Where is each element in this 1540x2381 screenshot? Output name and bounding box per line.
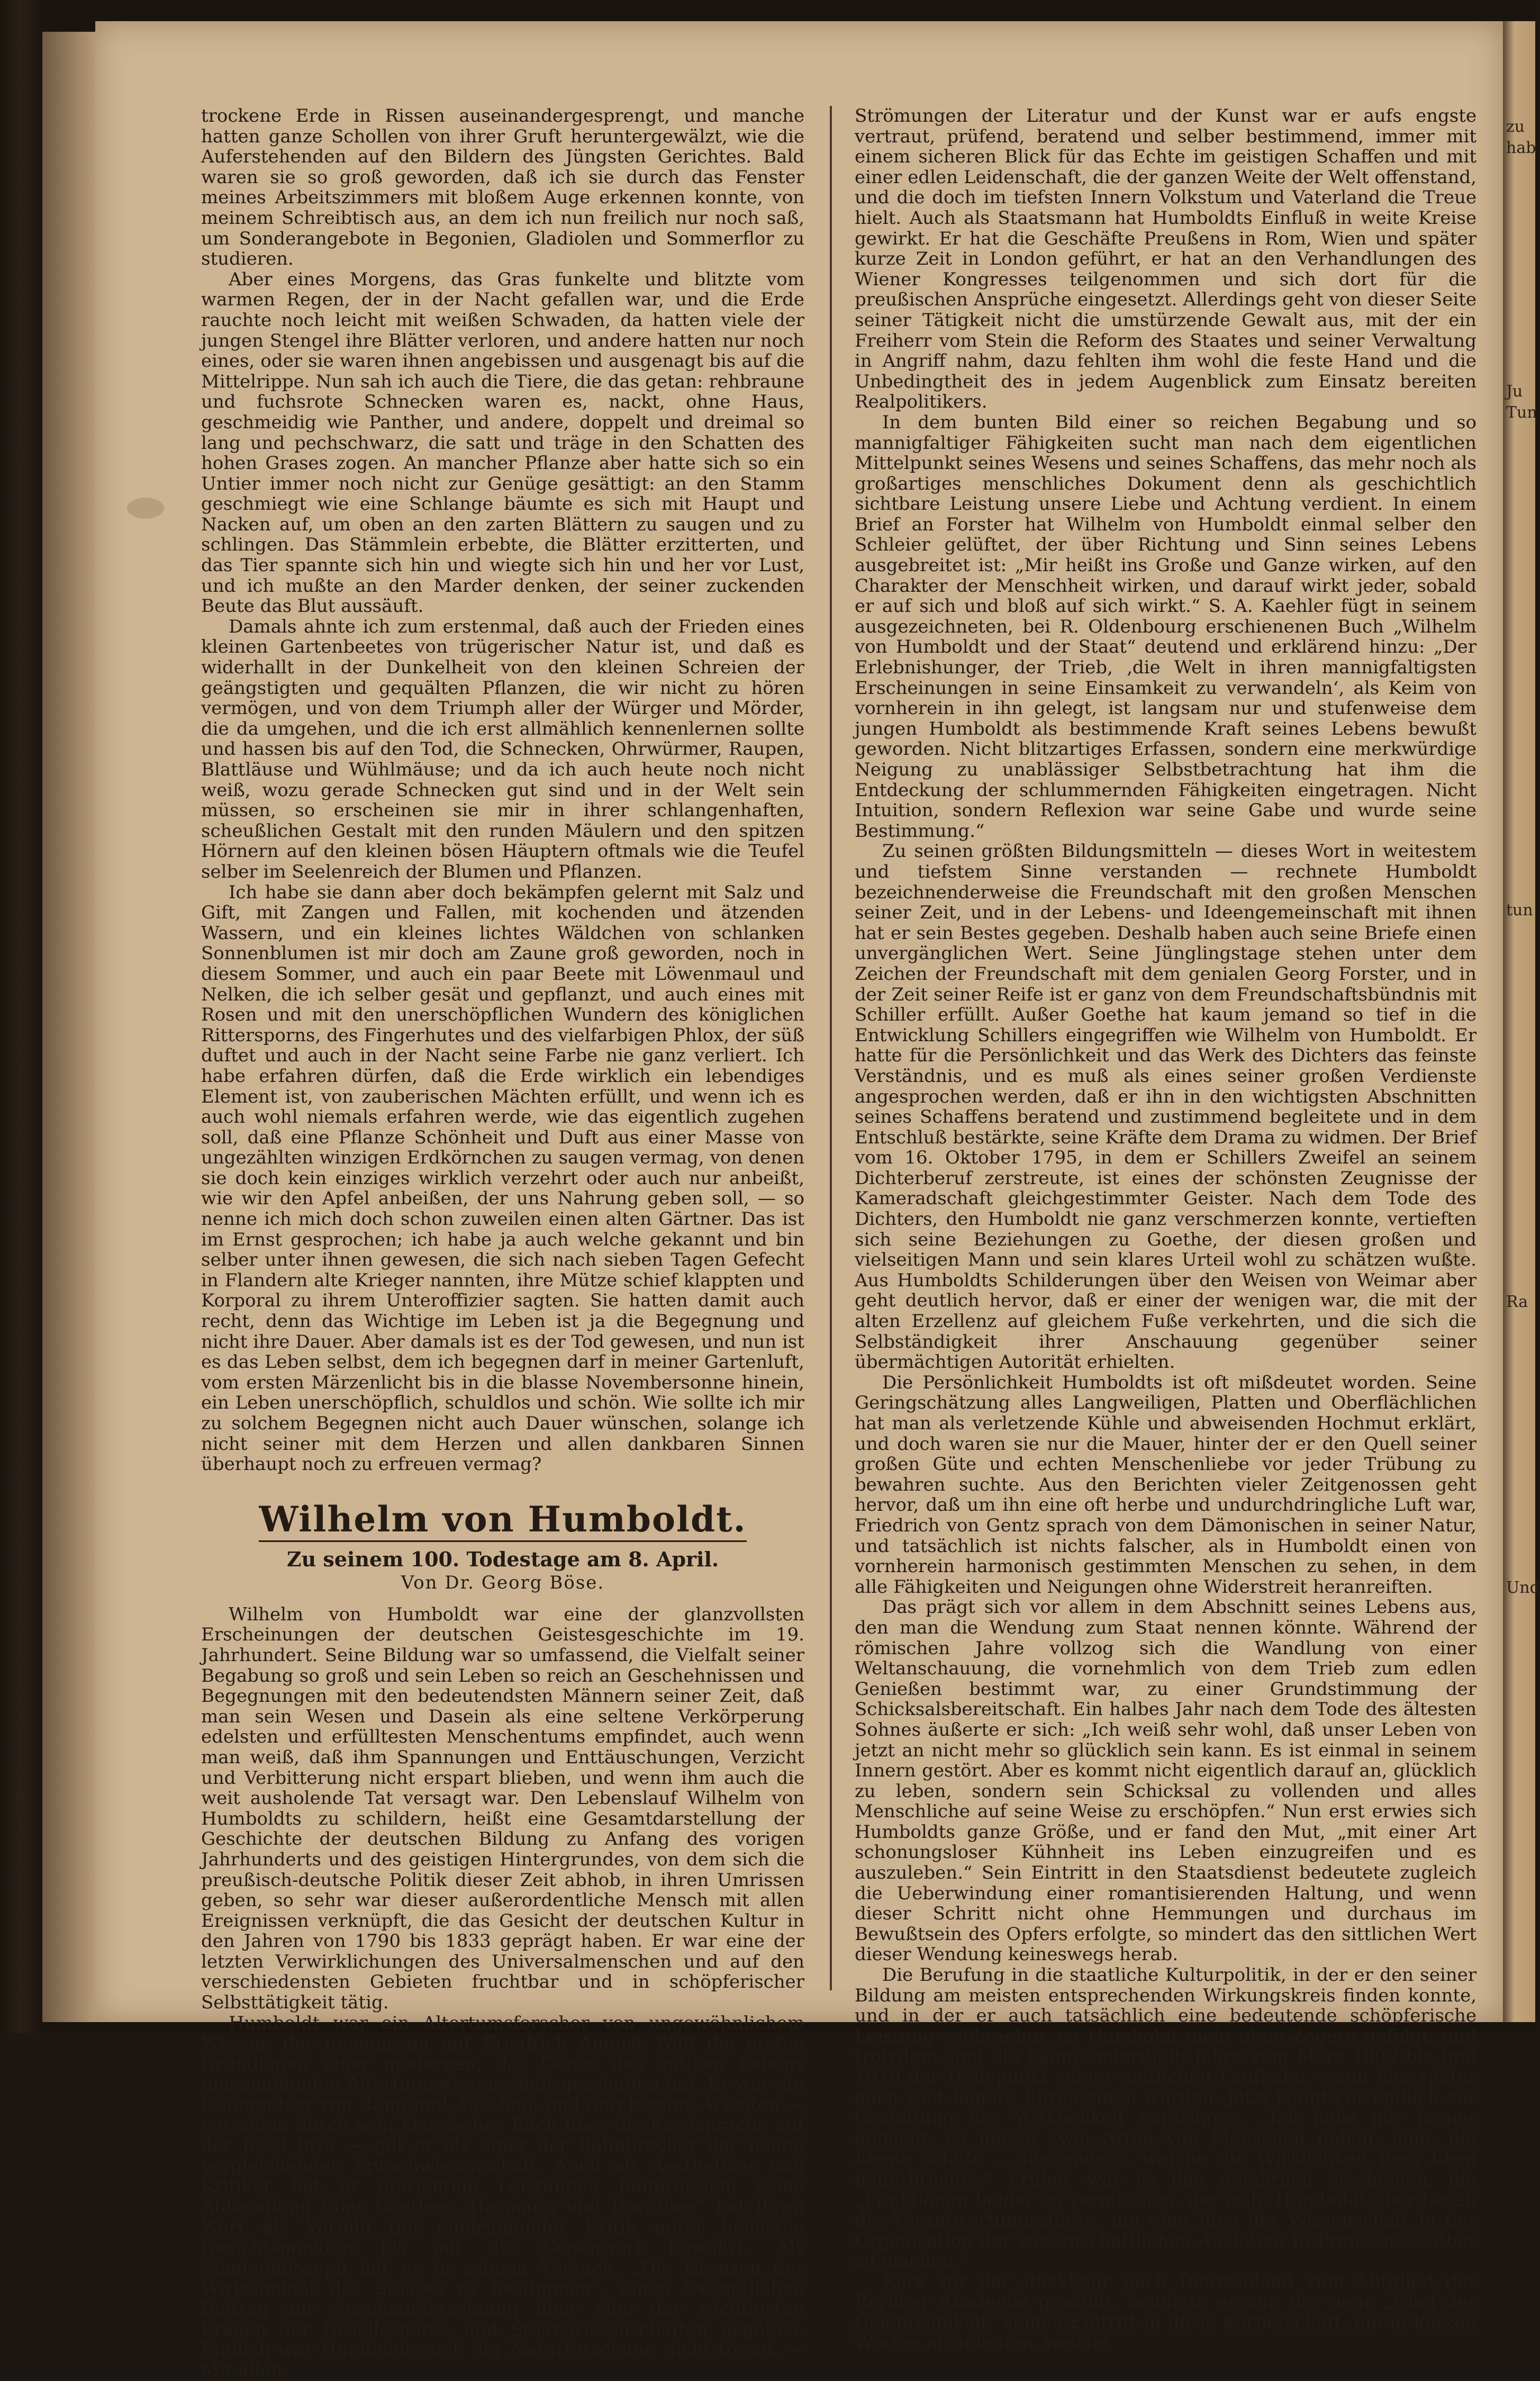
paragraph: Das prägt sich vor allem in dem Abschnitt seines Lebens aus, den man die Wendung zum Staat nennen könnte. Während der römischen Jahre vollzog sich die Wandlung von einer Weltanschauung, die vornehmlich von dem Trieb zum edlen Genießen bestimmt war, zu einer Grundstimmung der Schicksalsbereitschaft. Ein halbes Jahr nach dem Tode des ältesten Sohnes äußerte er sich: „Ich weiß sehr wohl, daß unser Leben von jetzt an nicht mehr so glücklich sein kann. Es ist einmal in seinem Innern gestört. Aber es kommt nicht eigentlich darauf an, glücklich zu leben, sondern sein Schicksal zu vollenden und alles Menschliche auf seine Weise zu erschöpfen.“ Nun erst erwies sich Humboldts ganze Größe, und er fand den Mut, „mit einer Art schonungsloser Kühnheit ins Leben einzugreifen und es auszuleben.“ Sein Eintritt in den Staatsdienst bedeutete zugleich die Ueberwindung einer romantisierenden Haltung, und wenn dieser Schritt nicht ohne Hemmungen und durchaus im Bewußtsein des Opfers erfolgte, so mindert das den sittlichen Wert dieser Wendung keineswegs herab. (855, 1597, 1476, 1965)
neighbor-text-fragment: hab (1506, 139, 1536, 157)
neighbor-text-fragment: zu (1506, 118, 1525, 136)
page-body (201, 105, 1535, 2381)
paragraph: Die Berufung in die staatliche Kulturpolitik, in der er den seiner Bildung am meisten entsprechenden Wirkungskreis finden konnte, und in der er auch tatsächlich eine bedeutende schöpferische Leistung vollbrachte, ist Humboldt nicht ohne Zögern gefolgt, und trotzdem sind die kaum anderthalb Jahre vom März 1809 bis Juni 1810 der Höhepunkt seiner amtlichen Laufbahn, wenn ihm später auch weit höhere Ehren zuteil wurden. Jetzt konnte er endlich zur Gestaltung der Wirklichkeit vordringen. „Ich habe mir immer gedacht, es müsse zwei Arten von Menschen geben, eine, die Ideale schüfe ... die andere, welche die Wirklichkeit dem Ideal näherbrächte.“ Früher war es ihm gefährlich erschienen, die „Funktionen beider zu vermischen, der reife Humboldt aber besaß die Verantwortungsstärke, um eine Idee der Wissenschaft in der Organisation der wissenschaftlichen Anstalten in Preußen sichtbar zu machen.“ (855, 1964, 1476, 2272)
neighbor-text-fragment: Ju (1506, 382, 1523, 401)
article-author: Von Dr. Georg Böse. (401, 1572, 605, 1593)
left-column (201, 105, 804, 2381)
paragraph: Kurz vor der Rückkehr nach Deutschland zum Mitglied der Berliner Akademie gewählt, benutzte er nun der neue „Chef der Gelehrsamkeit“ seinen Eintritt in diese Körperschaft, um in kurzen Worten anzudeuten, welche (855, 2270, 1476, 2353)
article-header (201, 1498, 804, 1594)
paragraph: Ich habe sie dann aber doch bekämpfen gelernt mit Salz und Gift, mit Zangen und Fallen, mit kochenden und ätzenden Wassern, und ein kleines lichtes Wäldchen von schlanken Sonnenblumen ist mir doch am Zaune groß geworden, noch in diesem Sommer, und auch ein paar Beete mit Löwenmaul und Nelken, die ich selber gesät und gepflanzt, und auch eines mit Rosen und mit den unerschöpflichen Wundern des königlichen Rittersporns, des Fingerhutes und des vielfarbigen Phlox, der süß duftet und auch in der Nacht seine Farbe nie ganz verliert. Ich habe erfahren dürfen, daß die Erde wirklich ein lebendiges Element ist, von zauberischen Mächten erfüllt, und wenn ich es auch wohl niemals erfahren werde, wie das eigentlich zugehen soll, daß eine Pflanze Schönheit und Duft aus einer Masse von ungezählten winzigen Erdkörnchen zu saugen vermag, von denen sie doch kein einziges wirklich verzehrt oder auch nur anbeißt, wie wir den Apfel anbeißen, der uns Nahrung geben soll, — so nenne ich mich doch schon zuweilen einen alten Gärtner. Das ist im Ernst gesprochen; ich habe ja auch welche gekannt und bin selber unter ihnen gewesen, die sich nach sieben Tagen Gefecht in Flandern alte Krieger nannten, ihre Mütze schief klappten und Korporal zu ihrem Unteroffizier sagten. Sie hatten damit auch recht, denn das Wichtige im Leben ist ja die Begegnung und nicht ihre Dauer. Aber damals ist es der Tod gewesen, und nun ist es das Leben selbst, dem ich begegnen darf in meiner Gartenluft, vom ersten Märzenlicht bis in die blasse Novembersonne hinein, ein Leben unerschöpflich, schuldlos und schön. Wie sollte ich mir zu solchem Begegnen nicht auch Dauer wünschen, solange ich nicht seiner mit dem Herzen und allen dankbaren Sinnen überhaupt noch zu erfreuen vermag? (201, 881, 804, 1475)
neighbor-text-fragment: tun (1506, 901, 1533, 919)
paragraph: Wilhelm von Humboldt war eine der glanzvollsten Erscheinungen der deutschen Geistesgeschichte im 19. Jahrhundert. Seine Bildung war so umfassend, die Vielfalt seiner Begabung so groß und sein Leben so reich an Geschehnissen und Begegnungen mit den bedeutendsten Männern seiner Zeit, daß man sein Wesen und Dasein als eine seltene Verkörperung edelsten und erfülltesten Menschentums empfindet, auch wenn man weiß, daß ihm Spannungen und Enttäuschungen, Verzicht und Verbitterung nicht erspart blieben, und wenn ihm auch die weit ausholende Tat versagt war. Den Lebenslauf Wilhelm von Humboldts zu schildern, heißt eine Gesamtdarstellung der Geschichte der deutschen Bildung zu Anfang des vorigen Jahrhunderts und des geistigen Hintergrundes, von dem sich die preußisch-deutsche Politik dieser Zeit abhob, in ihren Umrissen geben, so sehr war dieser außerordentliche Mensch mit allen Ereignissen verknüpft, die das Gesicht der deutschen Kultur in den Jahren von 1790 bis 1833 geprägt haben. Er war eine der letzten Verwirklichungen des Universalmenschen und auf den verschiedensten Gebieten fruchtbar und in schöpferischer Selbsttätigkeit tätig. (201, 1603, 804, 2014)
paper-stain (127, 498, 164, 519)
paragraph: trockene Erde in Rissen auseinandergesprengt, und manche hatten ganze Schollen von ihrer Gruft heruntergewälzt, wie die Auferstehenden auf den Bildern des Jüngsten Gerichtes. Bald waren sie so groß geworden, daß ich sie durch das Fenster meines Arbeitszimmers mit bloßem Auge erkennen konnte, von meinem Schreibtisch aus, an dem ich nun freilich nur noch saß, um Sonderangebote in Begonien, Gladiolen und Sommerflor zu studieren. (201, 105, 804, 270)
neighbor-text-fragment: Ra (1506, 1293, 1528, 1311)
column-divider (830, 106, 832, 1990)
paragraph: Damals ahnte ich zum erstenmal, daß auch der Frieden eines kleinen Gartenbeetes von trügerischer Natur ist, und daß es widerhallt in der Dunkelheit von den kleinen Schreien der geängstigten und gequälten Pflanzen, die wir nicht zu hören vermögen, und von dem Triumph aller der Würger und Mörder, die da umgehen, und die ich erst allmählich kennenlernen sollte und hassen bis auf den Tod, die Schnecken, Ohrwürmer, Raupen, Blattläuse und Wühlmäuse; und da ich auch heute noch nicht weiß, wozu gerade Schnecken gut sind und in der Welt sein müssen, so erscheinen sie mir in ihrer schlangenhaften, scheußlichen Gestalt mit den runden Mäulern und den spitzen Hörnern auf den kleinen bösen Häuptern oftmals wie die Teufel selber im Seelenreich der Blumen und Pflanzen. (201, 616, 804, 882)
paragraph: Strömungen der Literatur und der Kunst war er aufs engste vertraut, prüfend, beratend und selber bestimmend, immer mit einem sicheren Blick für das Echte im geistigen Schaffen und mit einer edlen Leidenschaft, die der ganzen Weite der Welt offenstand, und die doch im tiefsten Innern Volkstum und Vaterland die Treue hielt. Auch als Staatsmann hat Humboldts Einfluß in weite Kreise gewirkt. Er hat die Geschäfte Preußens in Rom, Wien und später kurze Zeit in London geführt, er hat an den Verhandlungen des Wiener Kongresses teilgenommen und sich dort für die preußischen Ansprüche eingesetzt. Allerdings geht von dieser Seite seiner Tätigkeit nicht die umstürzende Gewalt aus, mit der ein Freiherr vom Stein die Reform des Staates und seiner Verwaltung in Angriff nahm, dazu fehlten ihm wohl die feste Hand und die Unbedingtheit des in jedem Augenblick zum Einsatz bereiten Realpolitikers. (855, 105, 1476, 413)
article-subtitle: Zu seinem 100. Todestage am 8. April. (286, 1547, 719, 1571)
neighbor-text-fragment: Und (1506, 1579, 1540, 1597)
paragraph: Die Persönlichkeit Humboldts ist oft mißdeutet worden. Seine Geringschätzung alles Langweiligen, Platten und Oberflächlichen hat man als verletzende Kühle und abweisenden Hochmut erklärt, und doch waren sie nur die Mauer, hinter der er den Quell seiner großen Güte und echten Menschenliebe vor jeder Trübung zu bewahren suchte. Aus den Berichten vieler Zeitgenossen geht hervor, daß um ihn eine oft herbe und undurchdringliche Luft war, Friedrich von Gentz sprach von dem Dämonischen in seiner Natur, und tatsächlich ist nichts falscher, als in Humboldt einen von vornherein harmonisch gestimmten Menschen zu sehen, in dem alle Fähigkeiten und Neigungen ohne Widerstreit heranreiften. (855, 1372, 1476, 1598)
right-column (855, 105, 1476, 2353)
newspaper-page (95, 21, 1503, 2381)
neighbor-page-edge (1503, 21, 1540, 2022)
neighbor-text-fragment: Tun (1506, 403, 1537, 422)
paragraph: Humboldt war ein Altertumsforscher von ungewöhnlichem Wissen, der gemeinsam mit Friedrich August Wolf die ersten Grundlagen einer modernen, das Ganze des antiken Lebens umspannenden Altertumswissenschaft geschaffen hat. Er war ein Uebersetzer von Rang und Ansehen, und durch seine Arbeiten — vor allem durch sein klassisches Buch über die Kawisprache auf der Insel Java — gilt er als einer der Bahnbrecher der neuen vergleichenden Sprachwissenschaft. Auch als Aesthetiker und Kritiker hat er gewichtige Leistungen hinterlassen; seine Abhandlung über Goethes „Hermann und Dorothea“ hat ihren Wert als Vorbild tief eindringender Kritik unter höchsten Gesichtspunkten bis auf die Gegenwart bewahrt. Als Staatsphilosoph hat er in seinem Versuch, „Die Grenzen der Wirksamkeit des Staates zu bestimmen“, einen wesentlichen Beitrag zur Auseinandersetzung über eine der wichtigsten Fragen der Gesellschafts- und Staatswissenschaften gegeben. Endlich war Humboldt auch der Naturforschung nicht fremd. — Mit allen (201, 2012, 804, 2381)
paragraph: Aber eines Morgens, das Gras funkelte und blitzte vom warmen Regen, der in der Nacht gefallen war, und die Erde rauchte noch leicht mit weißen Schwaden, da hatten viele der jungen Stengel ihre Blätter verloren, und andere hatten nur noch eines, oder sie waren ihnen angebissen und ausgenagt bis auf die Mittelrippe. Nun sah ich auch die Tiere, die das getan: rehbraune und fuchsrote Schnecken waren es, nackt, ohne Haus, geschmeidig wie Panther, und andere, doppelt und dreimal so lang und pechschwarz, die satt und träge in den Schatten des hohen Grases zogen. An mancher Pflanze aber hatte sich so ein Untier immer noch nicht zur Genüge gesättigt: an den Stamm geschmiegt wie eine Schlange bäumte es sich mit Haupt und Nacken auf, um oben an den zarten Blättern zu saugen und zu schlingen. Das Stämmlein erbebte, die Blätter erzitterten, und das Tier spannte sich hin und wiegte sich hin und her vor Lust, und ich mußte an den Marder denken, der seiner zuckenden Beute das Blut aussäuft. (201, 268, 804, 617)
article-title: Wilhelm von Humboldt. (259, 1498, 746, 1542)
paragraph: In dem bunten Bild einer so reichen Begabung und so mannigfaltiger Fähigkeiten sucht man nach dem eigentlichen Mittelpunkt seines Wesens und seines Schaffens, das mehr noch als großartiges menschliches Dokument denn als geschichtlich sichtbare Leistung unsere Liebe und Achtung verdient. In einem Brief an Forster hat Wilhelm von Humboldt einmal selber den Schleier gelüftet, der über Richtung und Sinn seines Lebens ausgebreitet ist: „Mir heißt ins Große und Ganze wirken, auf den Charakter der Menschheit wirken, und darauf wirkt jeder, sobald er auf sich und bloß auf sich wirkt.“ S. A. Kaehler fügt in seinem ausgezeichneten, bei R. Oldenbourg erschienenen Buch „Wilhelm von Humboldt und der Staat“ deutend und erklärend hinzu: „Der Erlebnishunger, der Trieb, ‚die Welt in ihren mannigfaltigsten Erscheinungen in seine Einsamkeit zu verwandeln‘, als Keim von vornherein in ihn gelegt, ist langsam nur und stufenweise dem jungen Humboldt als bestimmende Kraft seines Lebens bewußt geworden. Nicht blitzartiges Erfassen, sondern eine merkwürdige Neigung zu unablässiger Selbstbetrachtung hat ihm die Entdeckung der schlummernden Fähigkeiten eingetragen. Nicht Intuition, sondern Reflexion war seine Gabe und wurde seine Bestimmung.“ (855, 411, 1476, 842)
paragraph: Zu seinen größten Bildungsmitteln — dieses Wort in weitestem und tiefstem Sinne verstanden — rechnete Humboldt bezeichnenderweise die Freundschaft mit den großen Menschen seiner Zeit, und in der Lebens- und Ideengemeinschaft mit ihnen hat er sein Bestes gegeben. Deshalb haben auch seine Briefe einen unvergänglichen Wert. Seine Jünglingstage stehen unter dem Zeichen der Freundschaft mit dem genialen Georg Forster, und in der Zeit seiner Reife ist er ganz von dem Freundschaftsbündnis mit Schiller erfüllt. Außer Goethe hat kaum jemand so tief in die Entwicklung Schillers eingegriffen wie Wilhelm von Humboldt. Er hatte für die Persönlichkeit und das Werk des Dichters das feinste Verständnis, und es muß als eines seiner großen Verdienste angesprochen werden, daß er ihn in den wichtigsten Abschnitten seines Schaffens beratend und zustimmend begleitete und in dem Entschluß bestärkte, seine Kräfte dem Drama zu widmen. Der Brief vom 16. Oktober 1795, in dem er Schillers Zweifel an seinem Dichterberuf zerstreute, ist eines der schönsten Zeugnisse der Kameradschaft gleichgestimmter Geister. Nach dem Tode des Dichters, den Humboldt nie ganz verschmerzen konnte, vertieften sich seine Beziehungen zu Goethe, der diesen großen und vielseitigen Mann und sein klares Urteil wohl zu schätzen wußte. Aus Humboldts Schilderungen über den Weisen von Weimar aber geht deutlich hervor, daß er einer der wenigen war, die mit der alten Erzellenz auf gleichem Fuße verkehrten, und die sich die Selbständigkeit ihrer Anschauung gegenüber seiner übermächtigen Autorität erhielten. (855, 841, 1476, 1373)
